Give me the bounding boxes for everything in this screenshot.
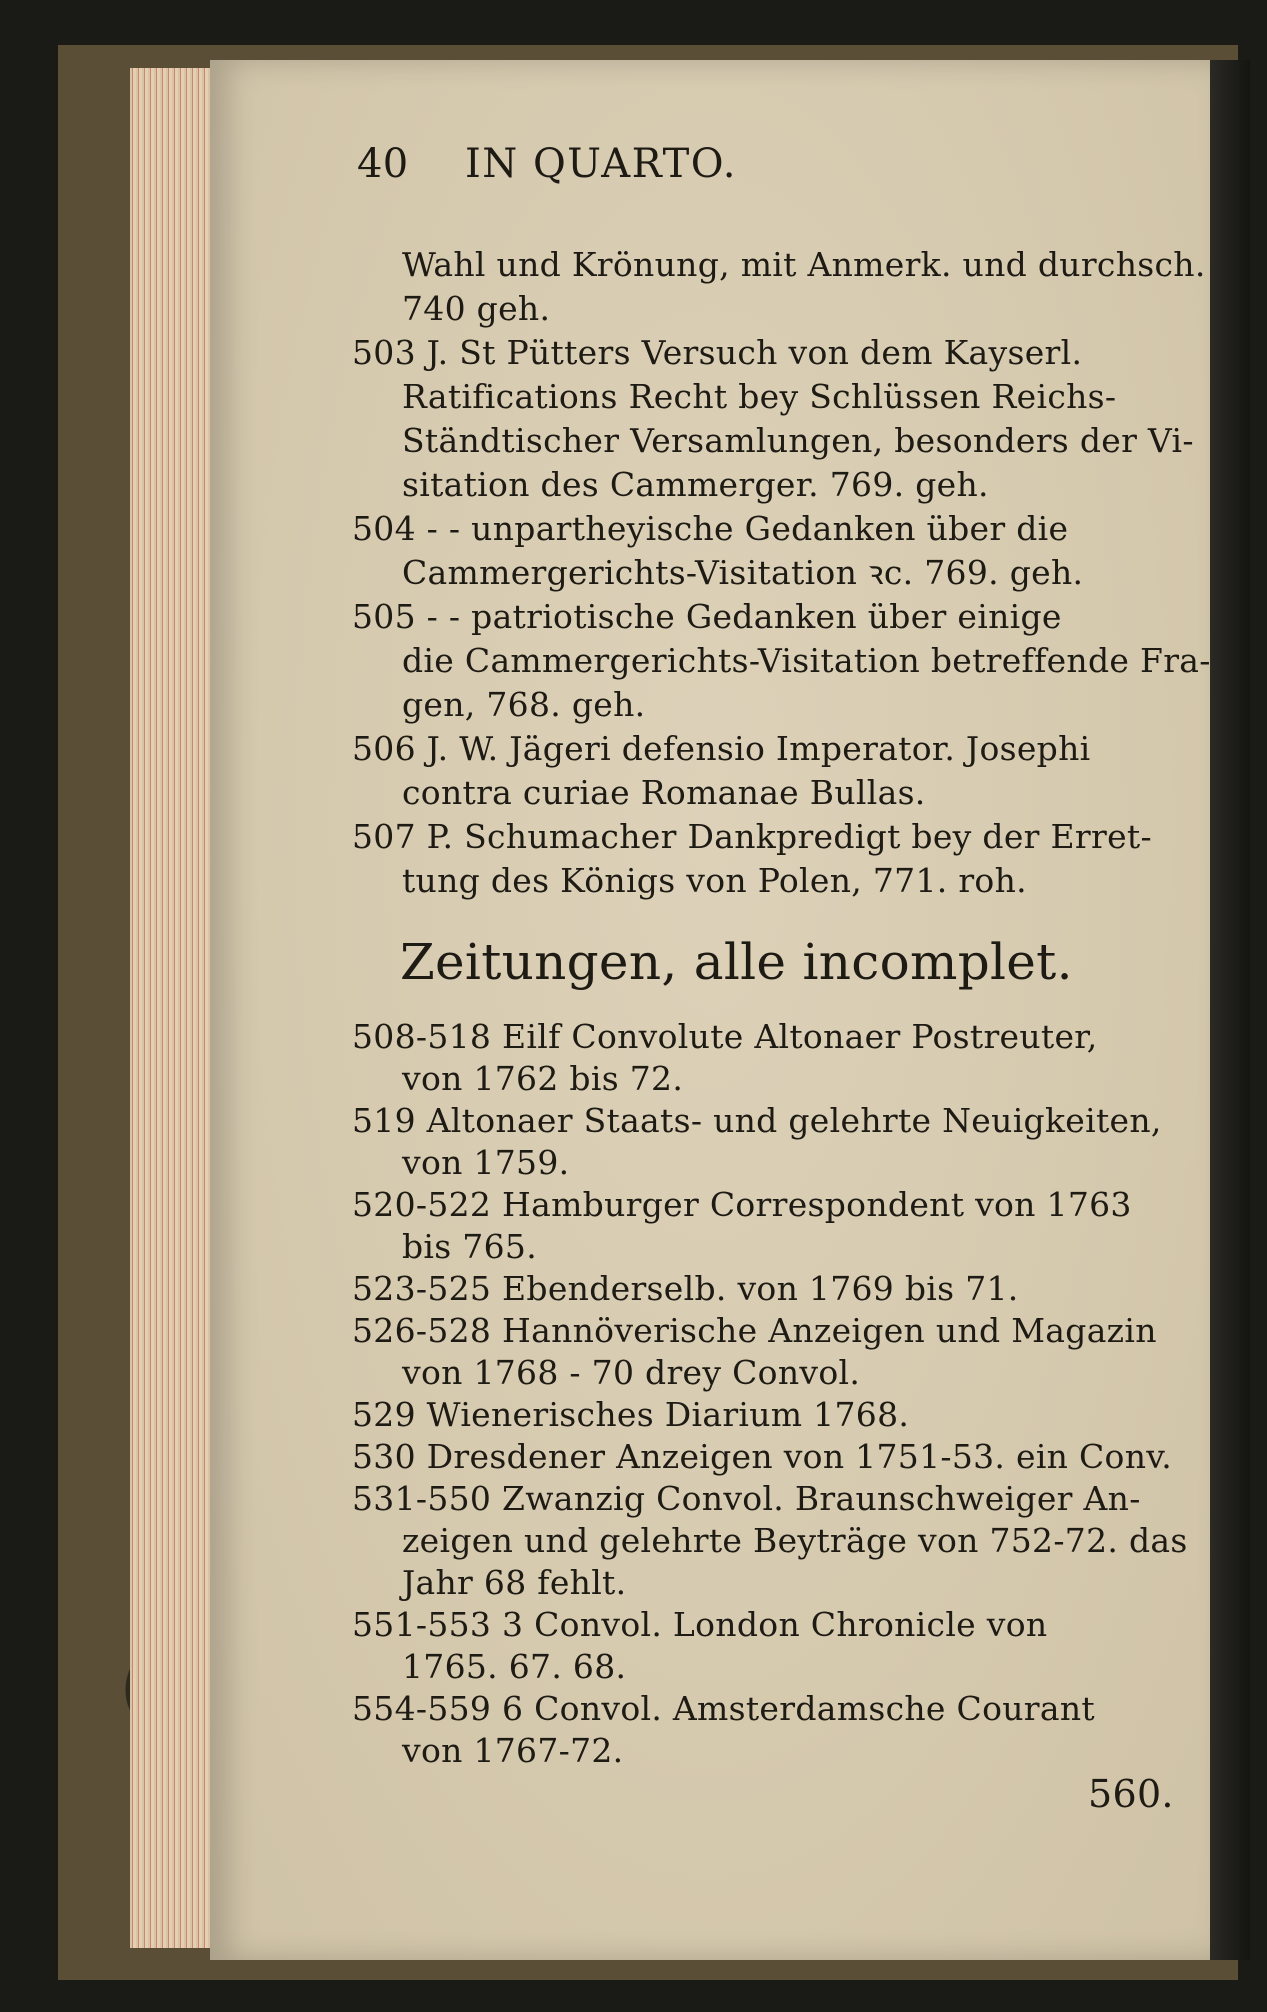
catalog-line: Ratifications Recht bey Schlüssen Reichs- bbox=[402, 377, 1117, 416]
running-title: IN QUARTO. bbox=[465, 141, 737, 187]
newspaper-line: 526-528 Hannöverische Anzeigen und Magazin bbox=[352, 1311, 1157, 1350]
newspaper-line: von 1768 - 70 drey Convol. bbox=[402, 1353, 861, 1392]
page-number: 40 bbox=[357, 141, 409, 187]
catalog-line: Wahl und Krönung, mit Anmerk. und durchsch. bbox=[402, 245, 1206, 284]
newspaper-line: von 1759. bbox=[402, 1143, 570, 1182]
newspaper-line: 1765. 67. 68. bbox=[402, 1647, 627, 1686]
catalog-line: 506 J. W. Jägeri defensio Imperator. Josephi bbox=[352, 729, 1091, 768]
newspaper-line: 530 Dresdener Anzeigen von 1751-53. ein Conv. bbox=[352, 1437, 1173, 1476]
newspaper-line: 523-525 Ebenderselb. von 1769 bis 71. bbox=[352, 1269, 1019, 1308]
newspaper-line: zeigen und gelehrte Beyträge von 752-72. das bbox=[402, 1521, 1188, 1560]
section-heading: Zeitungen, alle incomplet. bbox=[400, 933, 1073, 991]
catalog-line: 507 P. Schumacher Dankpredigt bey der Erret- bbox=[352, 817, 1152, 856]
page-edges bbox=[130, 68, 220, 1948]
catalog-line: 505 - - patriotische Gedanken über einige bbox=[352, 597, 1062, 636]
binding-shadow bbox=[1210, 60, 1250, 1960]
newspaper-line: 519 Altonaer Staats- und gelehrte Neuigkeiten, bbox=[352, 1101, 1162, 1140]
catalog-line: Ständtischer Versamlungen, besonders der Vi- bbox=[402, 421, 1194, 460]
newspaper-line: Jahr 68 fehlt. bbox=[402, 1563, 627, 1602]
newspaper-line: von 1767-72. bbox=[402, 1731, 624, 1770]
catalog-line: gen, 768. geh. bbox=[402, 685, 646, 724]
catalog-line: 740 geh. bbox=[402, 289, 551, 328]
newspaper-line: 531-550 Zwanzig Convol. Braunschweiger An- bbox=[352, 1479, 1141, 1518]
newspaper-line: 508-518 Eilf Convolute Altonaer Postreuter, bbox=[352, 1017, 1098, 1056]
newspaper-line: 551-553 3 Convol. London Chronicle von bbox=[352, 1605, 1048, 1644]
catalog-line: sitation des Cammerger. 769. geh. bbox=[402, 465, 989, 504]
catalog-line: die Cammergerichts-Visitation betreffende Fra- bbox=[402, 641, 1211, 680]
catalog-line: contra curiae Romanae Bullas. bbox=[402, 773, 926, 812]
newspaper-line: 520-522 Hamburger Correspondent von 1763 bbox=[352, 1185, 1132, 1224]
catalog-line: tung des Königs von Polen, 771. roh. bbox=[402, 861, 1027, 900]
catalog-line: 503 J. St Pütters Versuch von dem Kayserl. bbox=[352, 333, 1083, 372]
catalog-line: Cammergerichts-Visitation ꝛc. 769. geh. bbox=[402, 553, 1084, 592]
catchword: 560. bbox=[1088, 1772, 1174, 1816]
newspaper-line: von 1762 bis 72. bbox=[402, 1059, 684, 1098]
newspaper-line: bis 765. bbox=[402, 1227, 537, 1266]
newspaper-line: 554-559 6 Convol. Amsterdamsche Courant bbox=[352, 1689, 1095, 1728]
catalog-line: 504 - - unpartheyische Gedanken über die bbox=[352, 509, 1069, 548]
newspaper-line: 529 Wienerisches Diarium 1768. bbox=[352, 1395, 910, 1434]
